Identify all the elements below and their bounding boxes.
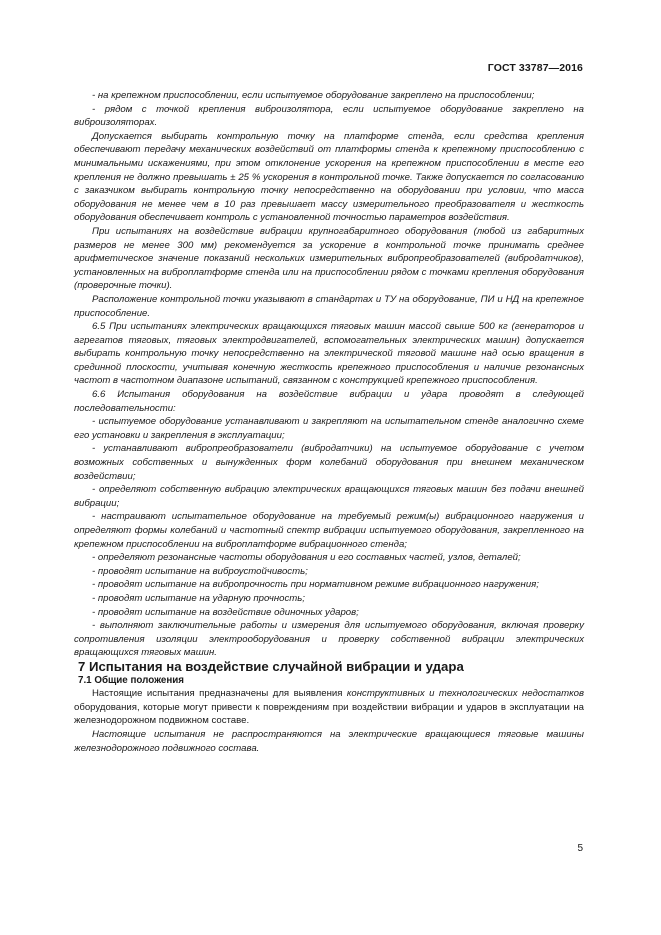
paragraph: Допускается выбирать контрольную точку на платформе стенда, если средства крепления обеспечивают передачу механических воздействий от платформы стенда к крепежному приспособлению с минимальными искажениями, при этом отклонение ускорения на крепежном приспособлении в месте его крепления не должно превышать ± 25 % ускорения в контрольной точке. Также допускается по согласованию с заказчиком выбирать контрольную точку непосредственно на оборудовании при условии, что масса оборудования не менее чем в 10 раз превышает массу измерительного преобразователя и жесткость оборудования обеспечивает контроль с установленной точностью параметров воздействия.	[74, 130, 584, 224]
list-item: - проводят испытание на ударную прочность;	[92, 592, 305, 604]
list-item: - устанавливают вибропреобразователи (вибродатчики) на испытуемое оборудование с учетом возможных собственных и вынужденных форм колебаний оборудования при внешнем механическом воздействии;	[74, 443, 584, 482]
paragraph: Настоящие испытания не распространяются на электрические вращающиеся тяговые машины железнодорожного подвижного состава.	[74, 728, 584, 754]
list-item: - настраивают испытательное оборудование на требуемый режим(ы) вибрационного нагружения и определяют формы колебаний и частотный спектр вибрации испытуемого оборудования, закрепленного на крепежном приспособлении на виброплатформе вибрационного стенда;	[74, 511, 584, 550]
paragraph: При испытаниях на воздействие вибрации крупногабаритного оборудования (любой из габаритных размеров не менее 300 мм) рекомендуется за ускорение в контрольной точке принимать среднее арифметическое значение показаний нескольких измерительных вибропреобразователей (вибродатчиков), установленных на виброплатформе стенда или на приспособлении рядом с точками крепления оборудования (проверочные точки).	[74, 225, 584, 292]
paragraph-text: Настоящие испытания предназначены для выявления	[92, 688, 347, 700]
list-item: - испытуемое оборудование устанавливают и закрепляют на испытательном стенде аналогично схеме его установки и закрепления в эксплуатации;	[74, 416, 584, 441]
document-header-id: ГОСТ 33787—2016	[487, 62, 583, 74]
list-item: - проводят испытание на виброустойчивость;	[92, 565, 308, 577]
list-item: - определяют резонансные частоты оборудования и его составных частей, узлов, деталей;	[92, 552, 521, 564]
paragraph-emphasis: конструктивных и технологических недостатков	[346, 688, 584, 700]
list-item: - выполняют заключительные работы и измерения для испытуемого оборудования, включая проверку сопротивления изоляции электрооборудования и проверку собственной вибрации электрических вращающихся тяговых машин.	[74, 620, 584, 659]
list-item: - рядом с точкой крепления виброизолятора, если испытуемое оборудование закреплено на виброизоляторах.	[74, 103, 584, 129]
list-item: - проводят испытание на воздействие одиночных ударов;	[92, 606, 359, 618]
clause-6-5: 6.5 При испытаниях электрических вращающихся тяговых машин массой свыше 500 кг (генераторов и агрегатов тяговых, тяговых электродвигателей, вспомогательных электрических машин) допускается выбирать контрольную точку непосредственно на электрической тяговой машине над осью вращения в срединной плоскости, учитывая конечную жесткость крепежного приспособления и наличие резонансных частот в частотном диапазоне испытаний, связанном с конструкцией крепежного приспособления.	[74, 321, 584, 387]
list-item: - проводят испытание на вибропрочность при нормативном режиме вибрационного нагружения;	[92, 579, 539, 591]
page-number: 5	[577, 843, 583, 854]
paragraph-text: оборудования, которые могут привести к повреждениям при воздействии вибрации и ударов в эксплуатации на железнодорожном подвижном составе.	[74, 701, 584, 727]
list-item: - на крепежном приспособлении, если испытуемое оборудование закреплено на приспособлении;	[92, 90, 535, 101]
section-title: 7 Испытания на воздействие случайной вибрации и удара	[78, 658, 464, 674]
list-item: - определяют собственную вибрацию электрических вращающихся тяговых машин без подачи внешней вибрации;	[74, 484, 584, 509]
document-body	[74, 89, 584, 755]
paragraph	[74, 687, 584, 728]
subsection-title: 7.1 Общие положения	[78, 674, 185, 686]
clause-6-6: 6.6 Испытания оборудования на воздействие вибрации и удара проводят в следующей последовательности:	[74, 389, 584, 414]
paragraph: Расположение контрольной точки указывают в стандартах и ТУ на оборудование, ПИ и НД на крепежное приспособление.	[74, 293, 584, 319]
